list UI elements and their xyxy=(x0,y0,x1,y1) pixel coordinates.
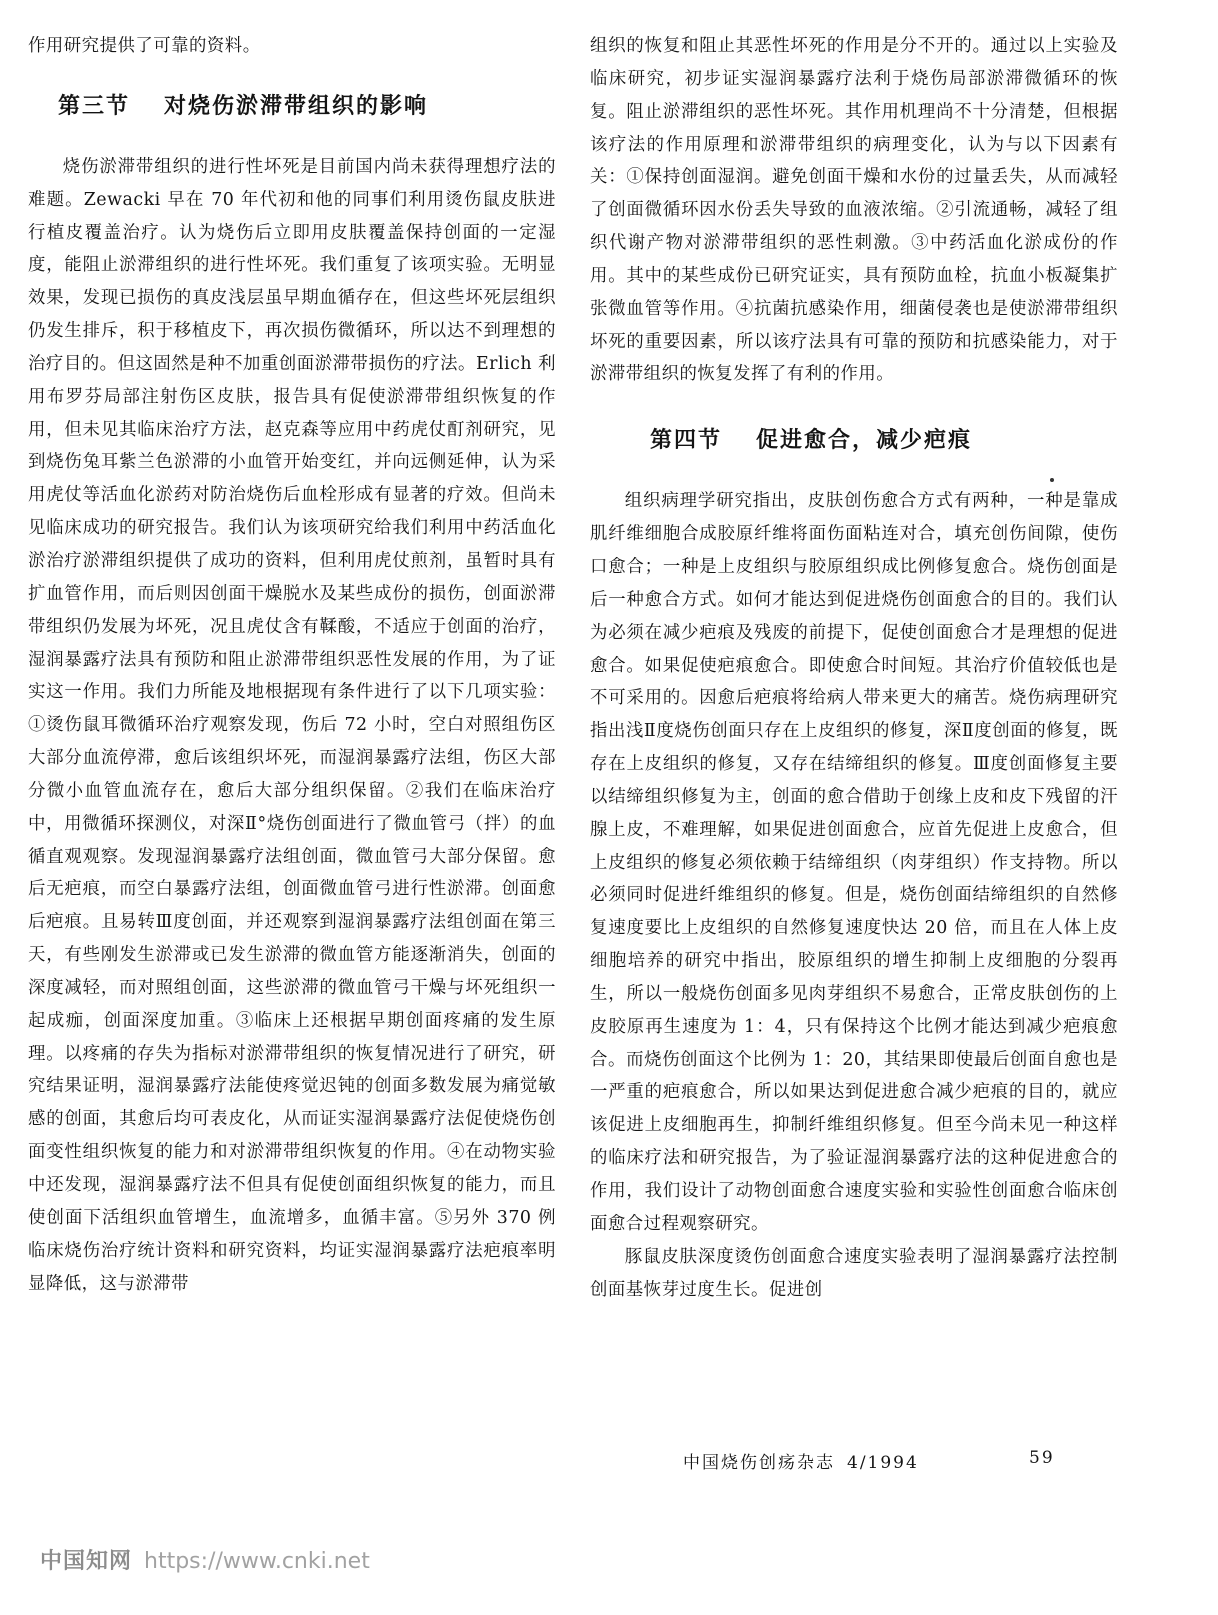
section-4-paragraph-2: 豚鼠皮肤深度烫伤创面愈合速度实验表明了湿润暴露疗法控制创面基恢芽过度生长。促进创 xyxy=(590,1246,1118,1300)
section-3-heading xyxy=(58,85,556,129)
page-number: 59 xyxy=(1029,1448,1055,1468)
section-3-number: 第三节 xyxy=(58,93,131,119)
section-4-title: 促进愈合，减少疤痕 xyxy=(756,428,973,454)
intro-text: 作用研究提供了可靠的资料。 xyxy=(28,36,261,56)
section-4-number: 第四节 xyxy=(650,428,723,454)
section-3-paragraph: 烧伤淤滞带组织的进行性坏死是目前国内尚未获得理想疗法的难题。Zewacki 早在 70 年代初和他的同事们利用烫伤鼠皮肤进行植皮覆盖治疗。认为烧伤后立即用皮肤覆盖保持创面的一定湿度，能阻止淤滞组织的进行性坏死。我们重复了该项实验。无明显效果，发现已损伤的真皮浅层虽早期血循存在，但这些坏死层组织仍发生排斥，积于移植皮下，再次损伤微循环，所以达不到理想的治疗目的。但这固然是种不加重创面淤滞带损伤的疗法。Erlich 利用布罗芬局部注射伤区皮肤，报告具有促使淤滞带组织恢复的作用，但未见其临床治疗方法，赵克森等应用中药虎仗酊剂研究，见到烧伤兔耳紫兰色淤滞的小血管开始变红，并向远侧延伸，认为采用虎仗等活血化淤药对防治烧伤后血栓形成有显著的疗效。但尚未见临床成功的研究报告。我们认为该项研究给我们利用中药活血化淤治疗淤滞组织提供了成功的资料，但利用虎仗煎剂，虽暂时具有扩血管作用，而后则因创面干燥脱水及某些成份的损伤，创面淤滞带组织仍发展为坏死，况且虎仗含有鞣酸，不适应于创面的治疗，湿润暴露疗法具有预防和阻止淤滞带组织恶性发展的作用，为了证实这一作用。我们力所能及地根据现有条件进行了以下几项实验：①烫伤鼠耳微循环治疗观察发现，伤后 72 小时，空白对照组伤区大部分血流停滞，愈后该组织坏死，而湿润暴露疗法组，伤区大部分微小血管血流存在，愈后大部分组织保留。②我们在临床治疗中，用微循环探测仪，对深Ⅱ°烧伤创面进行了微血管弓（拌）的血循直观观察。发现湿润暴露疗法组创面，微血管弓大部分保留。愈后无疤痕，而空白暴露疗法组，创面微血管弓进行性淤滞。创面愈后疤痕。且易转Ⅲ度创面，并还观察到湿润暴露疗法组创面在第三天，有些刚发生淤滞或已发生淤滞的微血管方能逐渐消失，创面的深度减轻，而对照组创面，这些淤滞的微血管弓干燥与坏死组织一起成痂，创面深度加重。③临床上还根据早期创面疼痛的发生原理。以疼痛的存失为指标对淤滞带组织的恢复情况进行了研究，研究结果证明，湿润暴露疗法能使疼觉迟钝的创面多数发展为痛觉敏感的创面，其愈后均可表皮化，从而证实湿润暴露疗法促使烧伤创面变性组织恢复的能力和对淤滞带组织恢复的作用。④在动物实验中还发现，湿润暴露疗法不但具有促使创面组织恢复的能力，而且使创面下活组织血管增生，血流增多，血循丰富。⑤另外 370 例临床烧伤治疗统计资料和研究资料，均证实湿润暴露疗法疤痕率明显降低，这与淤滞带 xyxy=(28,156,556,1294)
section-3-continuation: 组织的恢复和阻止其恶性坏死的作用是分不开的。通过以上实验及临床研究，初步证实湿润暴露疗法利于烧伤局部淤滞微循环的恢复。阻止淤滞组织的恶性坏死。其作用机理尚不十分清楚，但根据该疗法的作用原理和淤滞带组织的病理变化，认为与以下因素有关：①保持创面湿润。避免创面干燥和水份的过量丢失，从而减轻了创面微循环因水份丢失导致的血液浓缩。②引流通畅，减轻了组织代谢产物对淤滞带组织的恶性刺激。③中药活血化淤成份的作用。其中的某些成份已研究证实，具有预防血栓，抗血小板凝集扩张微血管等作用。④抗菌抗感染作用，细菌侵袭也是使淤滞带组织坏死的重要因素，所以该疗法具有可靠的预防和抗感染能力，对于淤滞带组织的恢复发挥了有利的作用。 xyxy=(590,36,1118,385)
right-column xyxy=(590,30,1118,1306)
cnki-url: https://www.cnki.net xyxy=(144,1549,370,1574)
section-4-heading xyxy=(650,419,1118,463)
cnki-watermark xyxy=(40,1544,370,1575)
section-4-paragraph-1: 组织病理学研究指出，皮肤创伤愈合方式有两种，一种是靠成肌纤维细胞合成胶原纤维将面伤面粘连对合，填充创伤间隙，使伤口愈合；一种是上皮组织与胶原组织成比例修复愈合。烧伤创面是后一种愈合方式。如何才能达到促进烧伤创面愈合的目的。我们认为必须在减少疤痕及残废的前提下，促使创面愈合才是理想的促进愈合。如果促使疤痕愈合。即使愈合时间短。其治疗价值较低也是不可采用的。因愈后疤痕将给病人带来更大的痛苦。烧伤病理研究指出浅Ⅱ度烧伤创面只存在上皮组织的修复，深Ⅱ度创面的修复，既存在上皮组织的修复，又存在结缔组织的修复。Ⅲ度创面修复主要以结缔组织修复为主，创面的愈合借助于创缘上皮和皮下残留的汗腺上皮，不难理解，如果促进创面愈合，应首先促进上皮愈合，但上皮组织的修复必须依赖于结缔组织（肉芽组织）作支持物。所以必须同时促进纤维组织的修复。但是，烧伤创面结缔组织的自然修复速度要比上皮组织的自然修复速度快达 20 倍，而且在人体上皮细胞培养的研究中指出，胶原组织的增生抑制上皮细胞的分裂再生，所以一般烧伤创面多见肉芽组织不易愈合，正常皮肤创伤的上皮胶原再生速度为 1：4，只有保持这个比例才能达到减少疤痕愈合。而烧伤创面这个比例为 1：20，其结果即使最后创面自愈也是一严重的疤痕愈合，所以如果达到促进愈合减少疤痕的目的，就应该促进上皮细胞再生，抑制纤维组织修复。但至今尚未见一种这样的临床疗法和研究报告，为了验证湿润暴露疗法的这种促进愈合的作用，我们设计了动物创面愈合速度实验和实验性创面愈合临床创面愈合过程观察研究。 xyxy=(590,491,1118,1234)
journal-issue: 4/1994 xyxy=(847,1453,919,1473)
stray-mark xyxy=(1050,478,1054,482)
journal-name: 中国烧伤创疡杂志 xyxy=(683,1453,835,1473)
page-footer xyxy=(683,1448,1055,1473)
section-3-title: 对烧伤淤滞带组织的影响 xyxy=(164,93,429,119)
cnki-logo: 中国知网 xyxy=(40,1549,133,1574)
left-column xyxy=(28,30,556,1300)
